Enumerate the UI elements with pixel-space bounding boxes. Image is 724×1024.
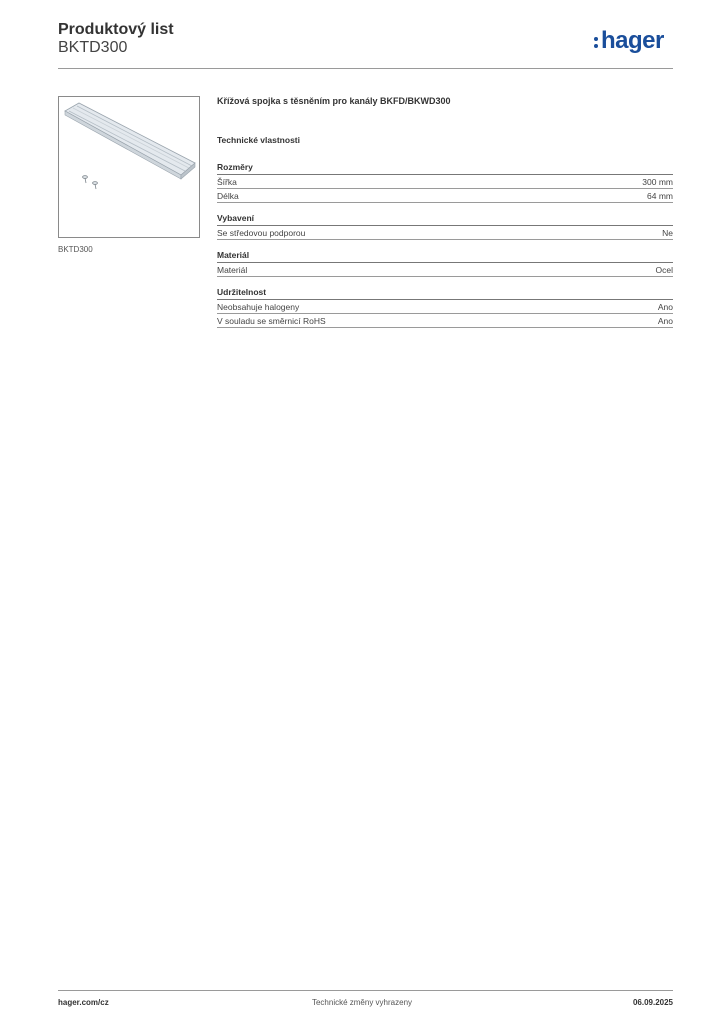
spec-label: Šířka (217, 177, 237, 187)
image-caption: BKTD300 (58, 245, 93, 254)
product-image (58, 96, 200, 238)
spec-value: 300 mm (642, 177, 673, 187)
spec-group-title: Udržitelnost (217, 287, 673, 300)
hager-logo (594, 28, 664, 54)
spec-row (217, 263, 673, 277)
page-title: Produktový list (58, 21, 174, 38)
spec-label: Materiál (217, 265, 248, 275)
spec-row (217, 226, 673, 240)
spec-value: Ocel (655, 265, 673, 275)
footer-website-link[interactable]: hager.com/cz (58, 998, 109, 1007)
spec-section (217, 96, 673, 338)
spec-label: Se středovou podporou (217, 228, 306, 238)
spec-group-material (217, 250, 673, 277)
product-name: Křížová spojka s těsněním pro kanály BKFD/BKWD300 (217, 96, 451, 106)
logo-text: hager (601, 27, 664, 54)
spec-group-title: Materiál (217, 250, 673, 263)
cable-duct-coupler-image (59, 97, 199, 237)
spec-group-equipment (217, 213, 673, 240)
spec-label: Délka (217, 191, 239, 201)
spec-group-dimensions (217, 162, 673, 203)
spec-row (217, 300, 673, 314)
spec-row (217, 314, 673, 328)
spec-row (217, 189, 673, 203)
spec-value: 64 mm (647, 191, 673, 201)
product-code-subtitle: BKTD300 (58, 39, 128, 56)
spec-group-title: Vybavení (217, 213, 673, 226)
spec-label: V souladu se směrnicí RoHS (217, 316, 326, 326)
spec-value: Ano (657, 316, 673, 326)
footer-note: Technické změny vyhrazeny (311, 998, 413, 1007)
spec-value: Ano (657, 302, 673, 312)
header-divider (58, 68, 673, 69)
spec-group-sustainability (217, 287, 673, 328)
logo-dots-icon (594, 34, 599, 48)
footer-date: 06.09.2025 (632, 998, 673, 1007)
spec-value: Ne (662, 228, 673, 238)
footer-divider (58, 990, 673, 991)
spec-group-title: Rozměry (217, 162, 673, 175)
spec-label: Neobsahuje halogeny (217, 302, 300, 312)
spec-heading: Technické vlastnosti (217, 135, 300, 145)
spec-row (217, 175, 673, 189)
